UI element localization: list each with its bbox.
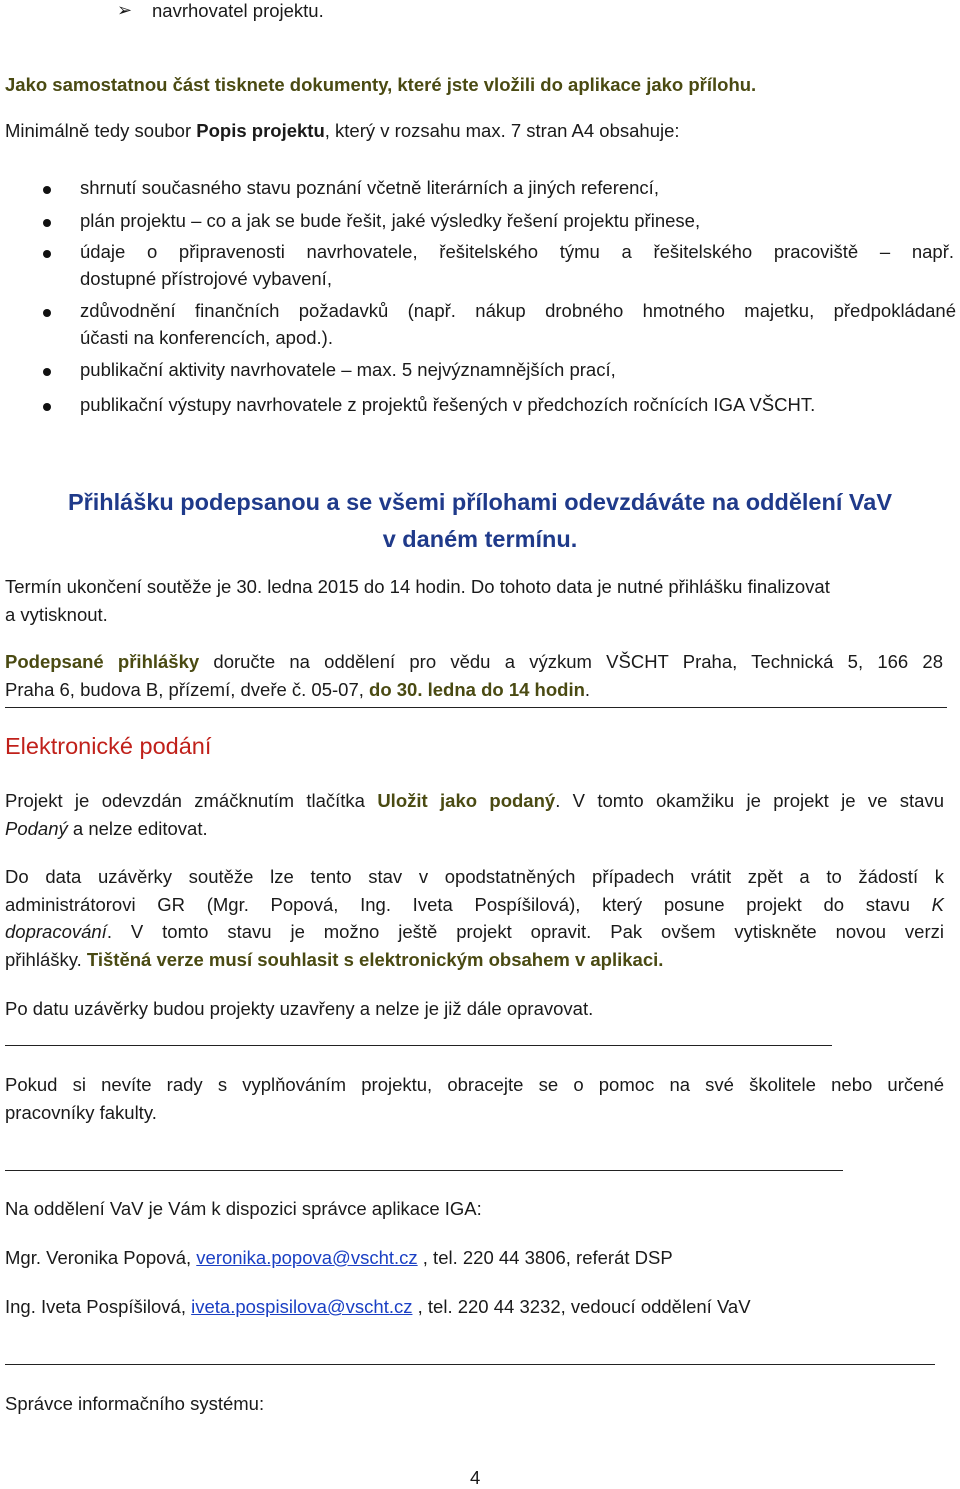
bullet-icon xyxy=(43,309,51,317)
divider-line xyxy=(5,1045,832,1046)
contact-row xyxy=(5,1296,751,1318)
delivery-line2-pre: Praha 6, budova B, přízemí, dveře č. 05-07, xyxy=(5,679,370,700)
p1-post: . V tomto okamžiku je projekt je ve stavu xyxy=(555,790,944,811)
p2-line2-pre: administrátorovi GR (Mgr. Popová, Ing. Iveta Pospíšilová), který posune projekt do stavu xyxy=(5,894,932,915)
contact-name: Ing. Iveta Pospíšilová, xyxy=(5,1296,192,1317)
min-line-bold: Popis projektu xyxy=(196,120,325,141)
delivery-deadline: do 30. ledna do 14 hodin xyxy=(369,679,585,700)
delivery-rest: doručte na oddělení pro vědu a výzkum VŠCHT Praha, Technická 5, 166 28 xyxy=(199,651,943,672)
top-item-text: navrhovatel projektu. xyxy=(152,0,324,21)
electronic-p2-line2 xyxy=(5,894,944,916)
contact-name: Mgr. Veronika Popová, xyxy=(5,1247,197,1268)
delivery-bold: Podepsané přihlášky xyxy=(5,651,200,672)
electronic-p2-line3 xyxy=(5,921,944,943)
bullet-icon xyxy=(43,368,51,376)
electronic-heading: Elektronické podání xyxy=(5,733,212,759)
min-line-pre: Minimálně tedy soubor xyxy=(5,120,197,141)
p2-line3-ital: dopracování xyxy=(5,921,107,942)
p1-bold: Uložit jako podaný xyxy=(377,790,556,811)
electronic-p1-line1 xyxy=(5,790,944,812)
p1-ital: Podaný xyxy=(5,818,68,839)
contact-details: , tel. 220 44 3232, vedoucí oddělení VaV xyxy=(412,1296,751,1317)
p2-line2-ital: K xyxy=(931,894,944,915)
divider-line xyxy=(5,1364,935,1365)
p1-end: a nelze editovat. xyxy=(67,818,208,839)
submit-heading xyxy=(0,484,960,558)
list-item: shrnutí současného stavu poznání včetně literárních a jiných referencí, xyxy=(80,177,659,198)
list-item: plán projektu – co a jak se bude řešit, jaké výsledky řešení projektu přinese, xyxy=(80,210,701,231)
p2-line4-bold: Tištěná verze musí souhlasit s elektronickým obsahem v aplikaci. xyxy=(86,949,664,970)
list-item: publikační výstupy navrhovatele z projektů řešených v předchozích ročnících IGA VŠCHT. xyxy=(80,394,816,415)
list-item-cont: účasti na konferencích, apod.). xyxy=(80,327,333,348)
bullet-icon xyxy=(43,186,51,194)
p2-line3-post: . V tomto stavu je možno ještě projekt opravit. Pak ovšem vytiskněte novou verzi xyxy=(106,921,944,942)
electronic-p2-line4 xyxy=(5,949,663,971)
sys-admin-label: Správce informačního systému: xyxy=(5,1393,265,1414)
section-divider xyxy=(5,707,947,708)
contact-details: , tel. 220 44 3806, referát DSP xyxy=(417,1247,673,1268)
deadline-line2: a vytisknout. xyxy=(5,604,108,625)
delivery-line2 xyxy=(5,679,590,701)
delivery-line2-post: . xyxy=(584,679,591,700)
divider-line xyxy=(5,1170,843,1171)
arrow-bullet-icon: ➢ xyxy=(117,0,133,20)
bullet-icon xyxy=(43,219,51,227)
min-line-post: , který v rozsahu max. 7 stran A4 obsahuje: xyxy=(324,120,680,141)
list-item: zdůvodnění finančních požadavků (např. nákup drobného hmotného majetku, předpokládané xyxy=(80,300,956,321)
bullet-icon xyxy=(43,403,51,411)
submit-heading-line2: v daném termínu. xyxy=(382,526,578,552)
submit-heading-line1: Přihlášku podepsanou a se všemi přílohami odevzdáváte na oddělení VaV xyxy=(67,489,893,515)
list-item: údaje o připravenosti navrhovatele, řešitelského týmu a řešitelského pracoviště – např. xyxy=(80,241,954,262)
deadline-line1: Termín ukončení soutěže je 30. ledna 2015 do 14 hodin. Do tohoto data je nutné přihlášku finalizovat xyxy=(5,576,830,597)
p2-line4-pre: přihlášky. xyxy=(5,949,87,970)
electronic-p1-line2 xyxy=(5,818,208,840)
contact-email-link[interactable]: iveta.pospisilova@vscht.cz xyxy=(191,1296,413,1317)
p1-pre: Projekt je odevzdán zmáčknutím tlačítka xyxy=(5,790,378,811)
electronic-p3: Po datu uzávěrky budou projekty uzavřeny a nelze je již dále opravovat. xyxy=(5,998,594,1019)
contact-row xyxy=(5,1247,673,1269)
admin-intro: Na oddělení VaV je Vám k dispozici správce aplikace IGA: xyxy=(5,1198,482,1219)
list-item-cont: dostupné přístrojové vybavení, xyxy=(80,268,332,289)
delivery-line1 xyxy=(5,651,943,673)
page-number: 4 xyxy=(470,1467,481,1488)
min-line xyxy=(5,120,680,142)
list-item: publikační aktivity navrhovatele – max. 5 nejvýznamnějších prací, xyxy=(80,359,616,380)
help-line2: pracovníky fakulty. xyxy=(5,1102,157,1123)
print-note: Jako samostatnou část tisknete dokumenty, které jste vložili do aplikace jako přílohu. xyxy=(5,74,757,95)
contact-email-link[interactable]: veronika.popova@vscht.cz xyxy=(196,1247,418,1268)
electronic-p2-line1: Do data uzávěrky soutěže lze tento stav v opodstatněných případech vrátit zpět a to žádostí k xyxy=(5,866,944,887)
bullet-icon xyxy=(43,250,51,258)
help-line1: Pokud si nevíte rady s vyplňováním projektu, obracejte se o pomoc na své školitele nebo určené xyxy=(5,1074,944,1095)
